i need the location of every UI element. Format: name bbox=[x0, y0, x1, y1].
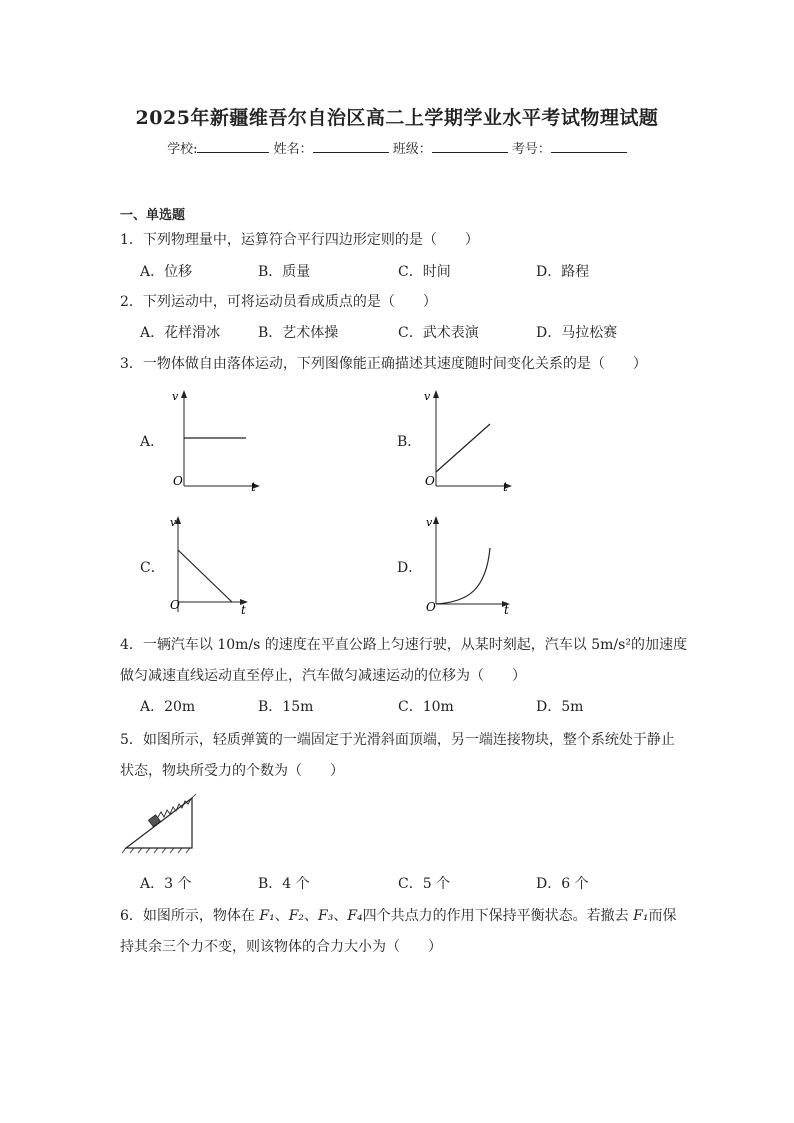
y-axis-label: v bbox=[424, 390, 431, 403]
incline-spring-figure bbox=[120, 790, 200, 856]
q3-graph-c-label: C． bbox=[140, 560, 165, 576]
q3-graph-d-label: D． bbox=[397, 560, 423, 576]
question-4-stem-line2: 做匀减速直线运动直至停止，汽车做匀减速运动的位移为（ ） bbox=[120, 668, 526, 684]
force-f3: F₃ bbox=[318, 908, 334, 924]
question-6-stem-line1: 6．如图所示，物体在 F₁、F₂、F₃、F₄四个共点力的作用下保持平衡状态。若撤去 F₁而保 bbox=[120, 908, 677, 924]
origin-label: O bbox=[425, 474, 435, 488]
q1-option-c: C．时间 bbox=[398, 264, 451, 280]
q4-option-d: D．5m bbox=[536, 699, 584, 715]
y-axis-label: v bbox=[426, 516, 433, 529]
ground-hatching bbox=[122, 848, 190, 853]
q3-graph-b bbox=[420, 386, 520, 492]
force-f2: F₂ bbox=[288, 908, 305, 924]
exam-number-label: 考号： bbox=[511, 142, 551, 157]
school-label: 学校: bbox=[167, 142, 198, 157]
q5-option-d: D．6 个 bbox=[536, 876, 589, 892]
x-axis-label: t bbox=[504, 603, 509, 617]
q4-option-c: C．10m bbox=[398, 699, 454, 715]
curve-accelerating bbox=[436, 548, 490, 604]
x-axis-label: t bbox=[251, 480, 256, 492]
class-label: 班级： bbox=[392, 142, 432, 157]
x-axis-label: t bbox=[241, 603, 246, 617]
q2-option-b: B．艺术体操 bbox=[258, 325, 339, 341]
origin-label: O bbox=[170, 598, 180, 612]
school-blank[interactable] bbox=[197, 140, 269, 153]
curve-linear-increase bbox=[436, 424, 490, 472]
y-axis-label: v bbox=[170, 516, 177, 529]
force-f1: F₁ bbox=[259, 908, 275, 924]
y-axis-arrow bbox=[433, 516, 439, 524]
incline bbox=[126, 798, 192, 848]
class-blank[interactable] bbox=[432, 140, 508, 153]
q2-option-d: D．马拉松赛 bbox=[536, 325, 618, 341]
force-f1-removed: F₁ bbox=[633, 908, 649, 924]
q4-option-a: A．20m bbox=[140, 699, 196, 715]
q2-option-c: C．武术表演 bbox=[398, 325, 479, 341]
q3-graph-a bbox=[168, 386, 268, 492]
question-6-stem-line2: 持其余三个力不变，则该物体的合力大小为（ ） bbox=[120, 939, 442, 955]
q1-option-d: D．路程 bbox=[536, 264, 590, 280]
q5-option-c: C．5 个 bbox=[398, 876, 451, 892]
q5-option-b: B．4 个 bbox=[258, 876, 310, 892]
force-f4: F₄ bbox=[347, 908, 363, 924]
section-heading: 一、单选题 bbox=[120, 208, 186, 223]
q2-option-a: A．花样滑冰 bbox=[140, 325, 221, 341]
exam-number-blank[interactable] bbox=[551, 140, 627, 153]
q3-graph-d bbox=[420, 510, 520, 620]
question-4-stem-line1: 4．一辆汽车以 10m/s 的速度在平直公路上匀速行驶，从某时刻起，汽车以 5m/s²的加速度 bbox=[120, 637, 687, 653]
student-info-line bbox=[0, 138, 794, 157]
q1-option-b: B．质量 bbox=[258, 264, 311, 280]
question-5-stem-line2: 状态，物块所受力的个数为（ ） bbox=[120, 763, 344, 779]
curve-linear-decrease bbox=[178, 550, 232, 602]
page-title: 2025年新疆维吾尔自治区高二上学期学业水平考试物理试题 bbox=[135, 107, 659, 129]
question-1-stem: 1．下列物理量中，运算符合平行四边形定则的是（ ） bbox=[120, 232, 479, 248]
name-label: 姓名： bbox=[273, 142, 313, 157]
q5-option-a: A．3 个 bbox=[140, 876, 192, 892]
q3-graph-a-label: A． bbox=[140, 434, 165, 450]
origin-label: O bbox=[426, 600, 436, 614]
question-2-stem: 2．下列运动中，可将运动员看成质点的是（ ） bbox=[120, 294, 437, 310]
q3-graph-b-label: B． bbox=[397, 434, 422, 450]
name-blank[interactable] bbox=[313, 140, 389, 153]
q1-option-a: A．位移 bbox=[140, 264, 193, 280]
origin-label: O bbox=[173, 474, 183, 488]
question-5-stem-line1: 5．如图所示，轻质弹簧的一端固定于光滑斜面顶端，另一端连接物块，整个系统处于静止 bbox=[120, 732, 675, 748]
wall-hatch bbox=[192, 794, 196, 798]
q3-graph-c bbox=[164, 510, 264, 620]
question-3-stem: 3．一物体做自由落体运动，下列图像能正确描述其速度随时间变化关系的是（ ） bbox=[120, 356, 647, 372]
y-axis-arrow bbox=[433, 390, 439, 398]
y-axis-arrow bbox=[181, 390, 187, 398]
q4-option-b: B．15m bbox=[258, 699, 314, 715]
y-axis-label: v bbox=[172, 390, 179, 403]
x-axis-label: t bbox=[503, 480, 508, 492]
